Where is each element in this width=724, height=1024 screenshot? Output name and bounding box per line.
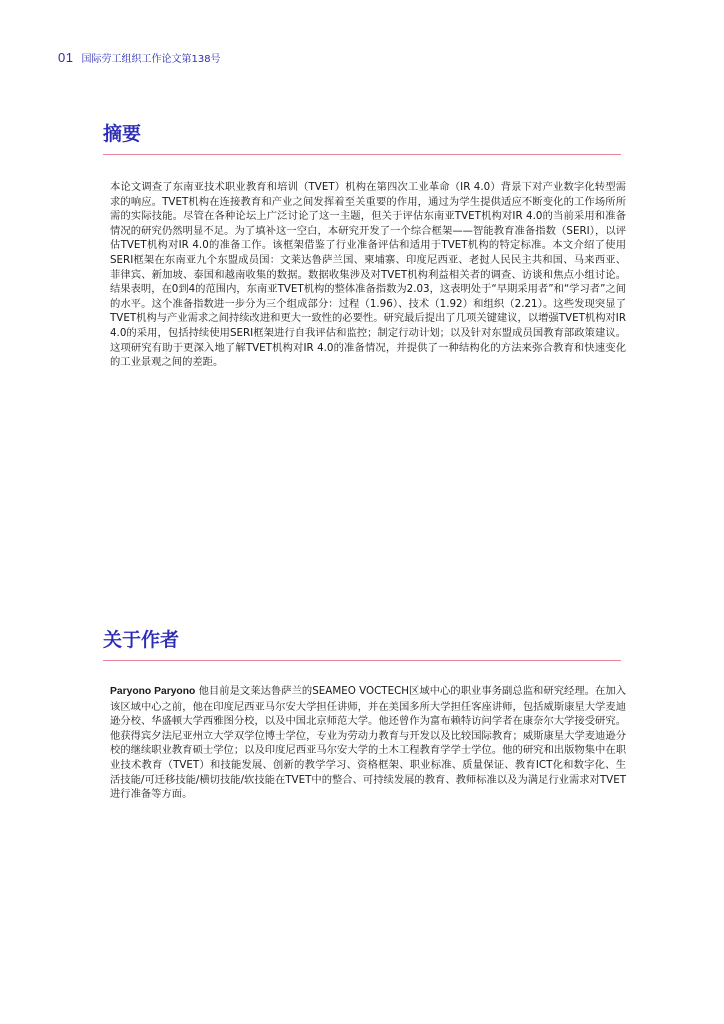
page-header [58, 50, 221, 65]
about-author-heading: 关于作者 [103, 629, 180, 651]
author-name: Paryono Paryono [110, 686, 196, 697]
abstract-divider [103, 154, 621, 155]
running-title: 国际劳工组织工作论文第138号 [81, 54, 221, 65]
abstract-heading: 摘要 [103, 123, 142, 145]
author-bio [110, 684, 626, 802]
about-author-divider [103, 660, 621, 661]
abstract-body: 本论文调查了东南亚技术职业教育和培训（TVET）机构在第四次工业革命（IR 4.0）背景下对产业数字化转型需求的响应。TVET机构在连接教育和产业之间发挥着至关重要的作用，通过为学生提供适应不断变化的工作场所所需的实际技能。尽管在各种论坛上广泛讨论了这一主题，但关于评估东南亚TVET机构对IR 4.0的当前采用和准备情况的研究仍然明显不足。为了填补这一空白，本研究开发了一个综合框架——智能教育准备指数（SERI），以评估TVET机构对IR 4.0的准备工作。该框架借鉴了行业准备评估和适用于TVET机构的特定标准。本文介绍了使用SERI框架在东南亚九个东盟成员国：文莱达鲁萨兰国、柬埔寨、印度尼西亚、老挝人民民主共和国、马来西亚、菲律宾、新加坡、泰国和越南收集的数据。数据收集涉及对TVET机构利益相关者的调查、访谈和焦点小组讨论。结果表明，在0到4的范围内，东南亚TVET机构的整体准备指数为2.03，这表明处于“早期采用者”和“学习者”之间的水平。这个准备指数进一步分为三个组成部分：过程（1.96）、技术（1.92）和组织（2.21）。这些发现突显了TVET机构与产业需求之间持续改进和更大一致性的必要性。研究最后提出了几项关键建议，以增强TVET机构对IR 4.0的采用，包括持续使用SERI框架进行自我评估和监控；制定行动计划；以及针对东盟成员国教育部政策建议。这项研究有助于更深入地了解TVET机构对IR 4.0的准备情况，并提供了一种结构化的方法来弥合教育和快速变化的工业景观之间的差距。 [110, 181, 626, 369]
author-bio-text: 他目前是文莱达鲁萨兰的SEAMEO VOCTECH区域中心的职业事务副总监和研究经理。在加入该区域中心之前，他在印度尼西亚马尔安大学担任讲师，并在美国多所大学担任客座讲师，包括威斯康星大学麦迪逊分校、华盛顿大学西雅图分校，以及中国北京师范大学。他还曾作为富布赖特访问学者在康奈尔大学接受研究。他获得宾夕法尼亚州立大学双学位博士学位，专业为劳动力教育与开发以及比较国际教育；威斯康星大学麦迪逊分校的继续职业教育硕士学位；以及印度尼西亚马尔安大学的土木工程教育学学士学位。他的研究和出版物集中在职业技术教育（TVET）和技能发展、创新的教学学习、资格框架、职业标准、质量保证、教育ICT化和数字化、生活技能/可迁移技能/横切技能/软技能在TVET中的整合、可持续发展的教育、教师标准以及为满足行业需求对TVET进行准备等方面。 [110, 685, 626, 801]
page-number: 01 [58, 50, 74, 65]
